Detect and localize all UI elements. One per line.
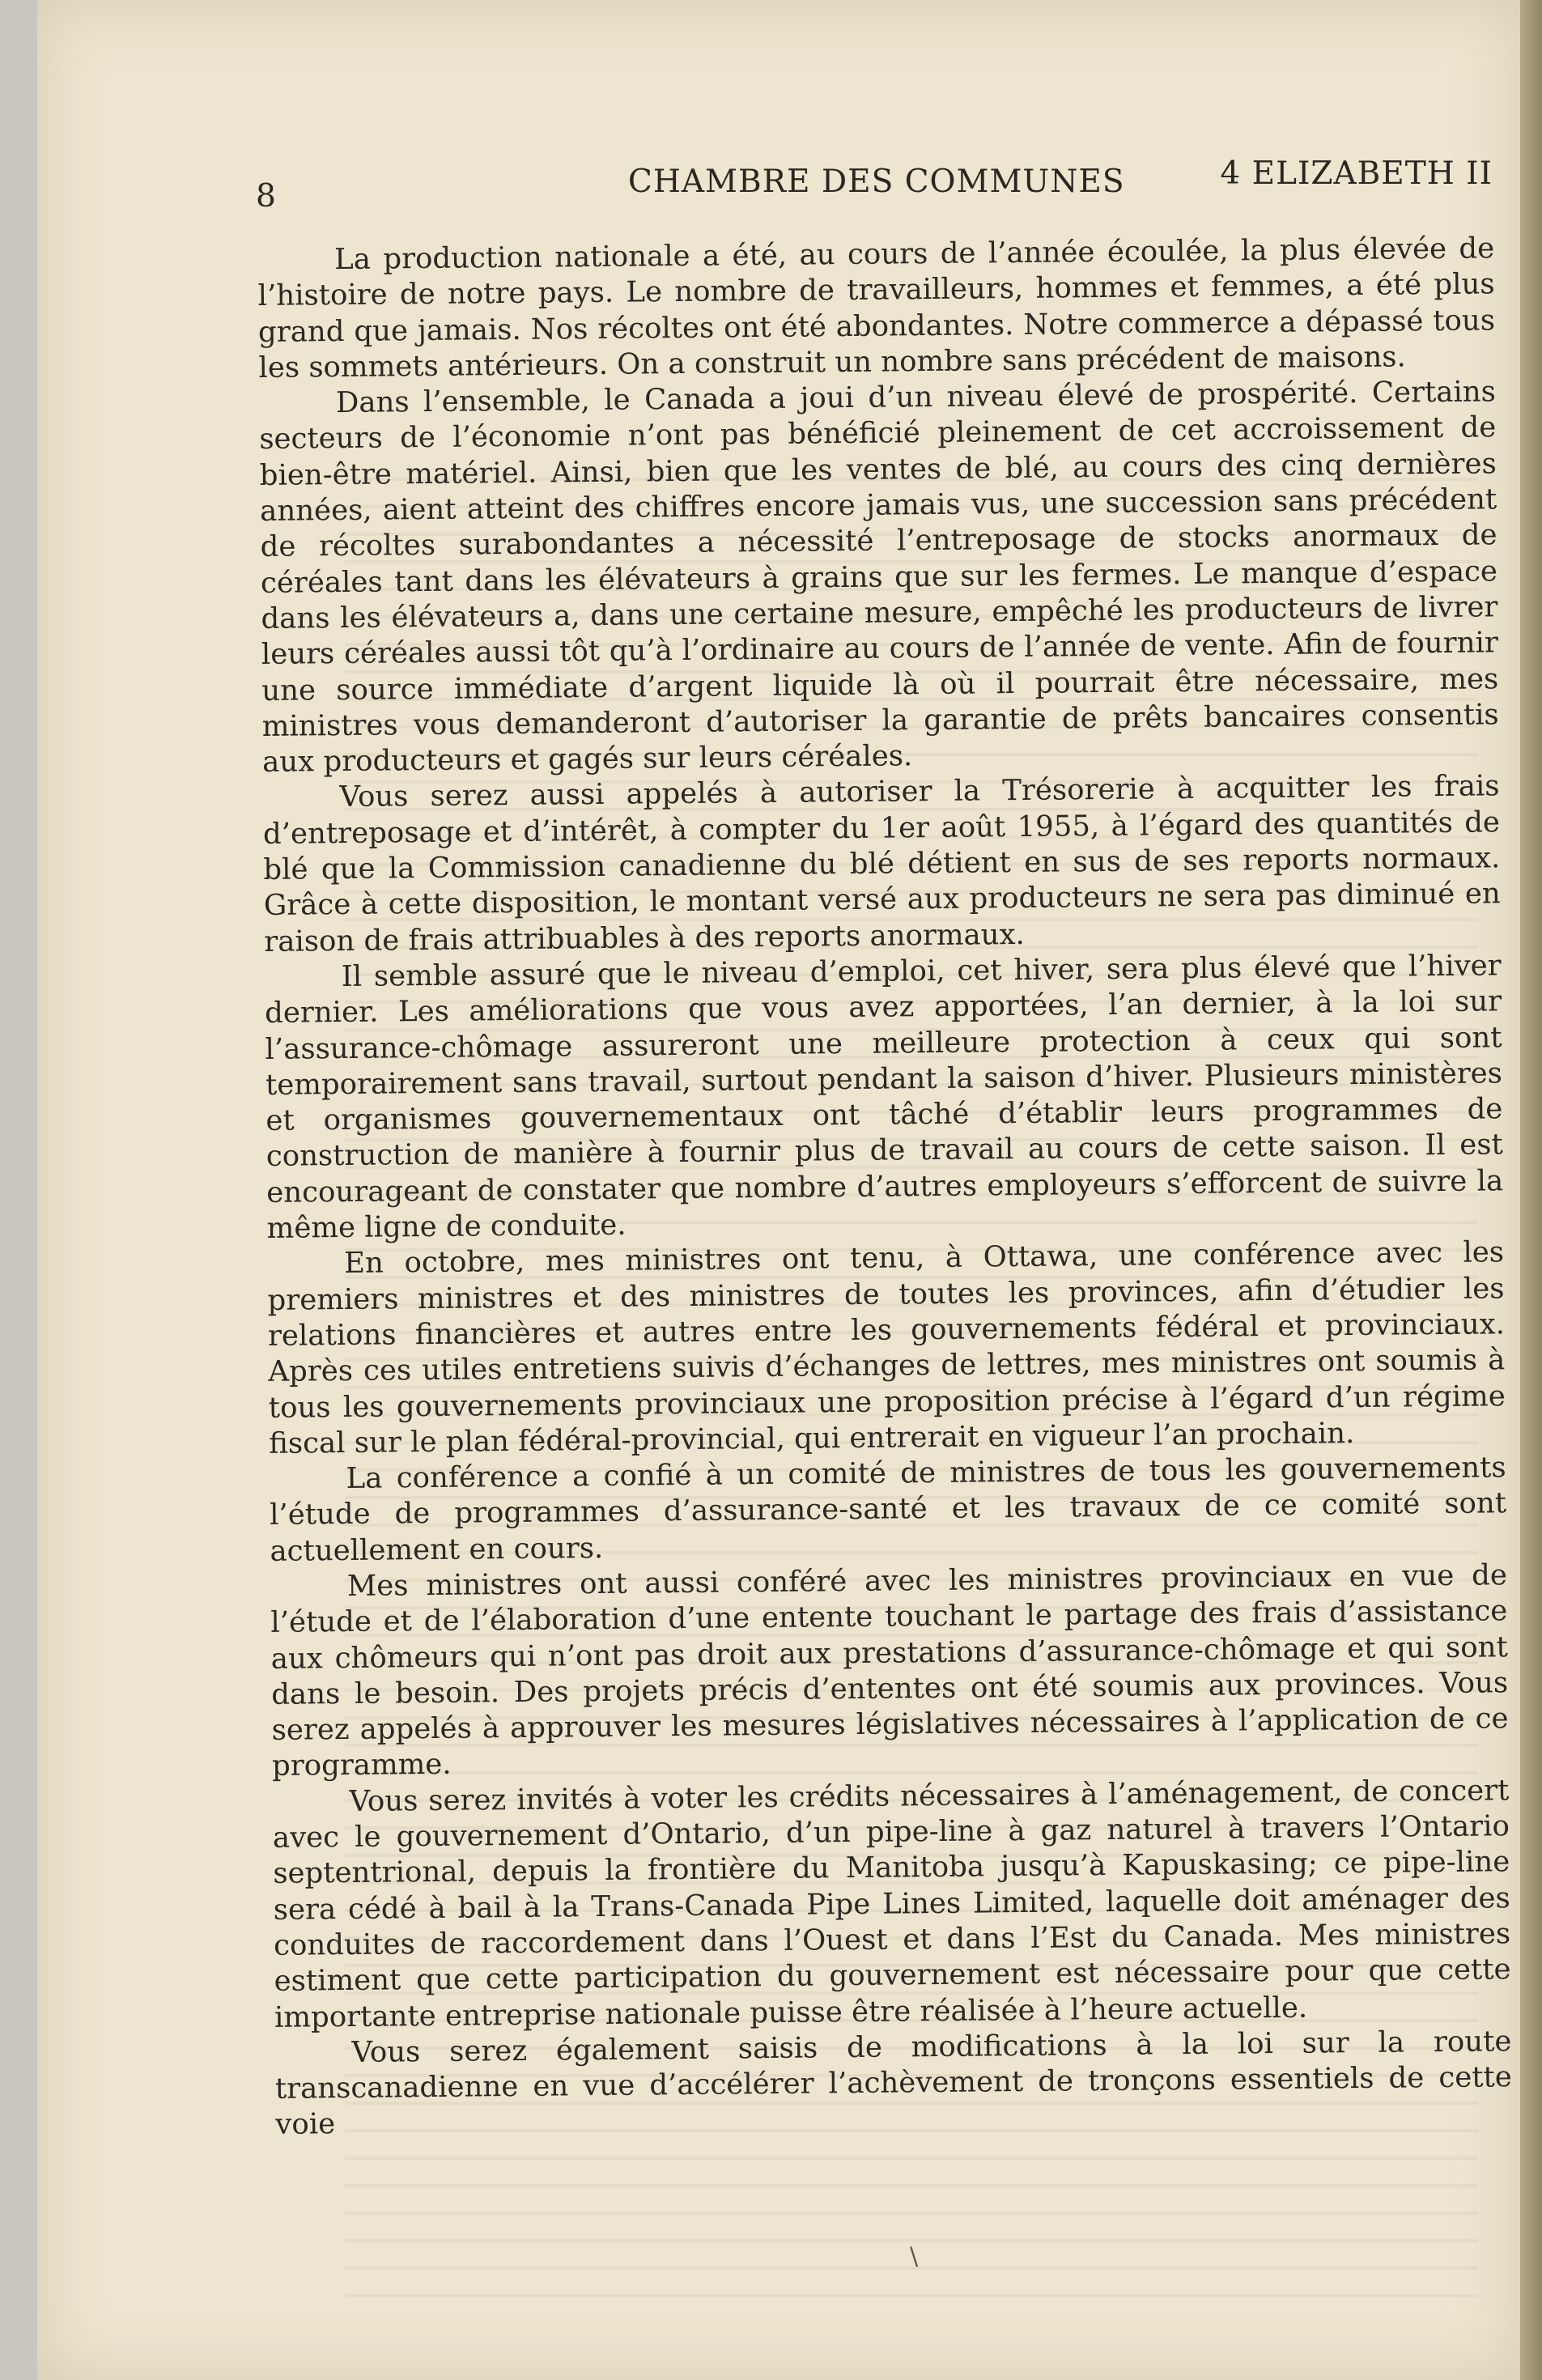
- regnal-year: 4 ELIZABETH II: [1220, 155, 1493, 192]
- paragraph: La conférence a confié à un comité de ministres de tous les gouvernements l’étude de programmes d’assurance-santé et les travaux de ce comité sont actuellement en cours.: [269, 1451, 1507, 1568]
- document-page: [37, 0, 1520, 2380]
- page-number: 8: [256, 178, 276, 215]
- footer-mark: \: [910, 2242, 919, 2271]
- paragraph: Il semble assuré que le niveau d’emploi, cet hiver, sera plus élevé que l’hiver dernier. Les améliorations que vous avez apportées, l’an dernier, à la loi sur l’assurance-chômage assureront une meilleure protection à ceux qui sont temporairement sans travail, surtout pendant la saison d’hiver. Plusieurs ministères et organismes gouvernementaux ont tâché d’établir leurs programmes de construction de manière à fournir plus de travail au cours de cette saison. Il est encourageant de constater que nombre d’autres employeurs s’efforcent de suivre la même ligne de conduite.: [264, 949, 1504, 1245]
- paragraph: Mes ministres ont aussi conféré avec les ministres provinciaux en vue de l’étude et de l’élaboration d’une entente touchant le partage des frais d’assistance aux chômeurs qui n’ont pas droit aux prestations d’assurance-chômage et qui sont dans le besoin. Des projets précis d’ententes ont été soumis aux provinces. Vous serez appelés à approuver les mesures législatives nécessaires à l’application de ce programme.: [270, 1558, 1509, 1783]
- paragraph: Vous serez également saisis de modifications à la loi sur la route transcanadienne en vue d’accélérer l’achèvement de tronçons essentiels de cette voie: [274, 2025, 1513, 2142]
- paragraph: En octobre, mes ministres ont tenu, à Ottawa, une conférence avec les premiers ministres et des ministres de toutes les provinces, afin d’étudier les relations financières et autres entre les gouvernements fédéral et provinciaux. Après ces utiles entretiens suivis d’échanges de lettres, mes ministres ont soumis à tous les gouvernements provinciaux une proposition précise à l’égard d’un régime fiscal sur le plan fédéral-provincial, qui entrerait en vigueur l’an prochain.: [267, 1235, 1506, 1460]
- page-header: [256, 155, 1493, 215]
- paragraph: Dans l’ensemble, le Canada a joui d’un niveau élevé de prospérité. Certains secteurs de l’économie n’ont pas bénéficié pleinement de cet accroissement de bien-être matériel. Ainsi, bien que les ventes de blé, au cours des cinq dernières années, aient atteint des chiffres encore jamais vus, une succession sans précédent de récoltes surabondantes a nécessité l’entreposage de stocks anormaux de céréales tant dans les élévateurs à grains que sur les fermes. Le manque d’espace dans les élévateurs a, dans une certaine mesure, empêché les producteurs de livrer leurs céréales aussi tôt qu’à l’ordinaire au cours de l’année de vente. Afin de fournir une source immédiate d’argent liquide là où il pourrait être nécessaire, mes ministres vous demanderont d’autoriser la garantie de prêts bancaires consentis aux producteurs et gagés sur leurs céréales.: [259, 375, 1499, 780]
- paragraph: La production nationale a été, au cours de l’année écoulée, la plus élevée de l’histoire de notre pays. Le nombre de travailleurs, hommes et femmes, a été plus grand que jamais. Nos récoltes ont été abondantes. Notre commerce a dépassé tous les sommets antérieurs. On a construit un nombre sans précédent de maisons.: [257, 232, 1496, 385]
- page-edge: [1520, 0, 1542, 2380]
- body-text: [257, 231, 1512, 2143]
- paragraph: Vous serez aussi appelés à autoriser la Trésorerie à acquitter les frais d’entreposage et d’intérêt, à compter du 1er août 1955, à l’égard des quantités de blé que la Commission canadienne du blé détient en sus de ses reports normaux. Grâce à cette disposition, le montant versé aux producteurs ne sera pas diminué en raison de frais attribuables à des reports anormaux.: [262, 769, 1501, 958]
- paragraph: Vous serez invités à voter les crédits nécessaires à l’aménagement, de concert avec le gouvernement d’Ontario, d’un pipe-line à gaz naturel à travers l’Ontario septentrional, depuis la frontière du Manitoba jusqu’à Kapuskasing; ce pipe-line sera cédé à bail à la Trans-Canada Pipe Lines Limited, laquelle doit aménager des conduites de raccordement dans l’Ouest et dans l’Est du Canada. Mes ministres estiment que cette participation du gouvernement est nécessaire pour que cette importante entreprise nationale puisse être réalisée à l’heure actuelle.: [272, 1774, 1511, 2034]
- running-title: CHAMBRE DES COMMUNES: [628, 164, 1125, 200]
